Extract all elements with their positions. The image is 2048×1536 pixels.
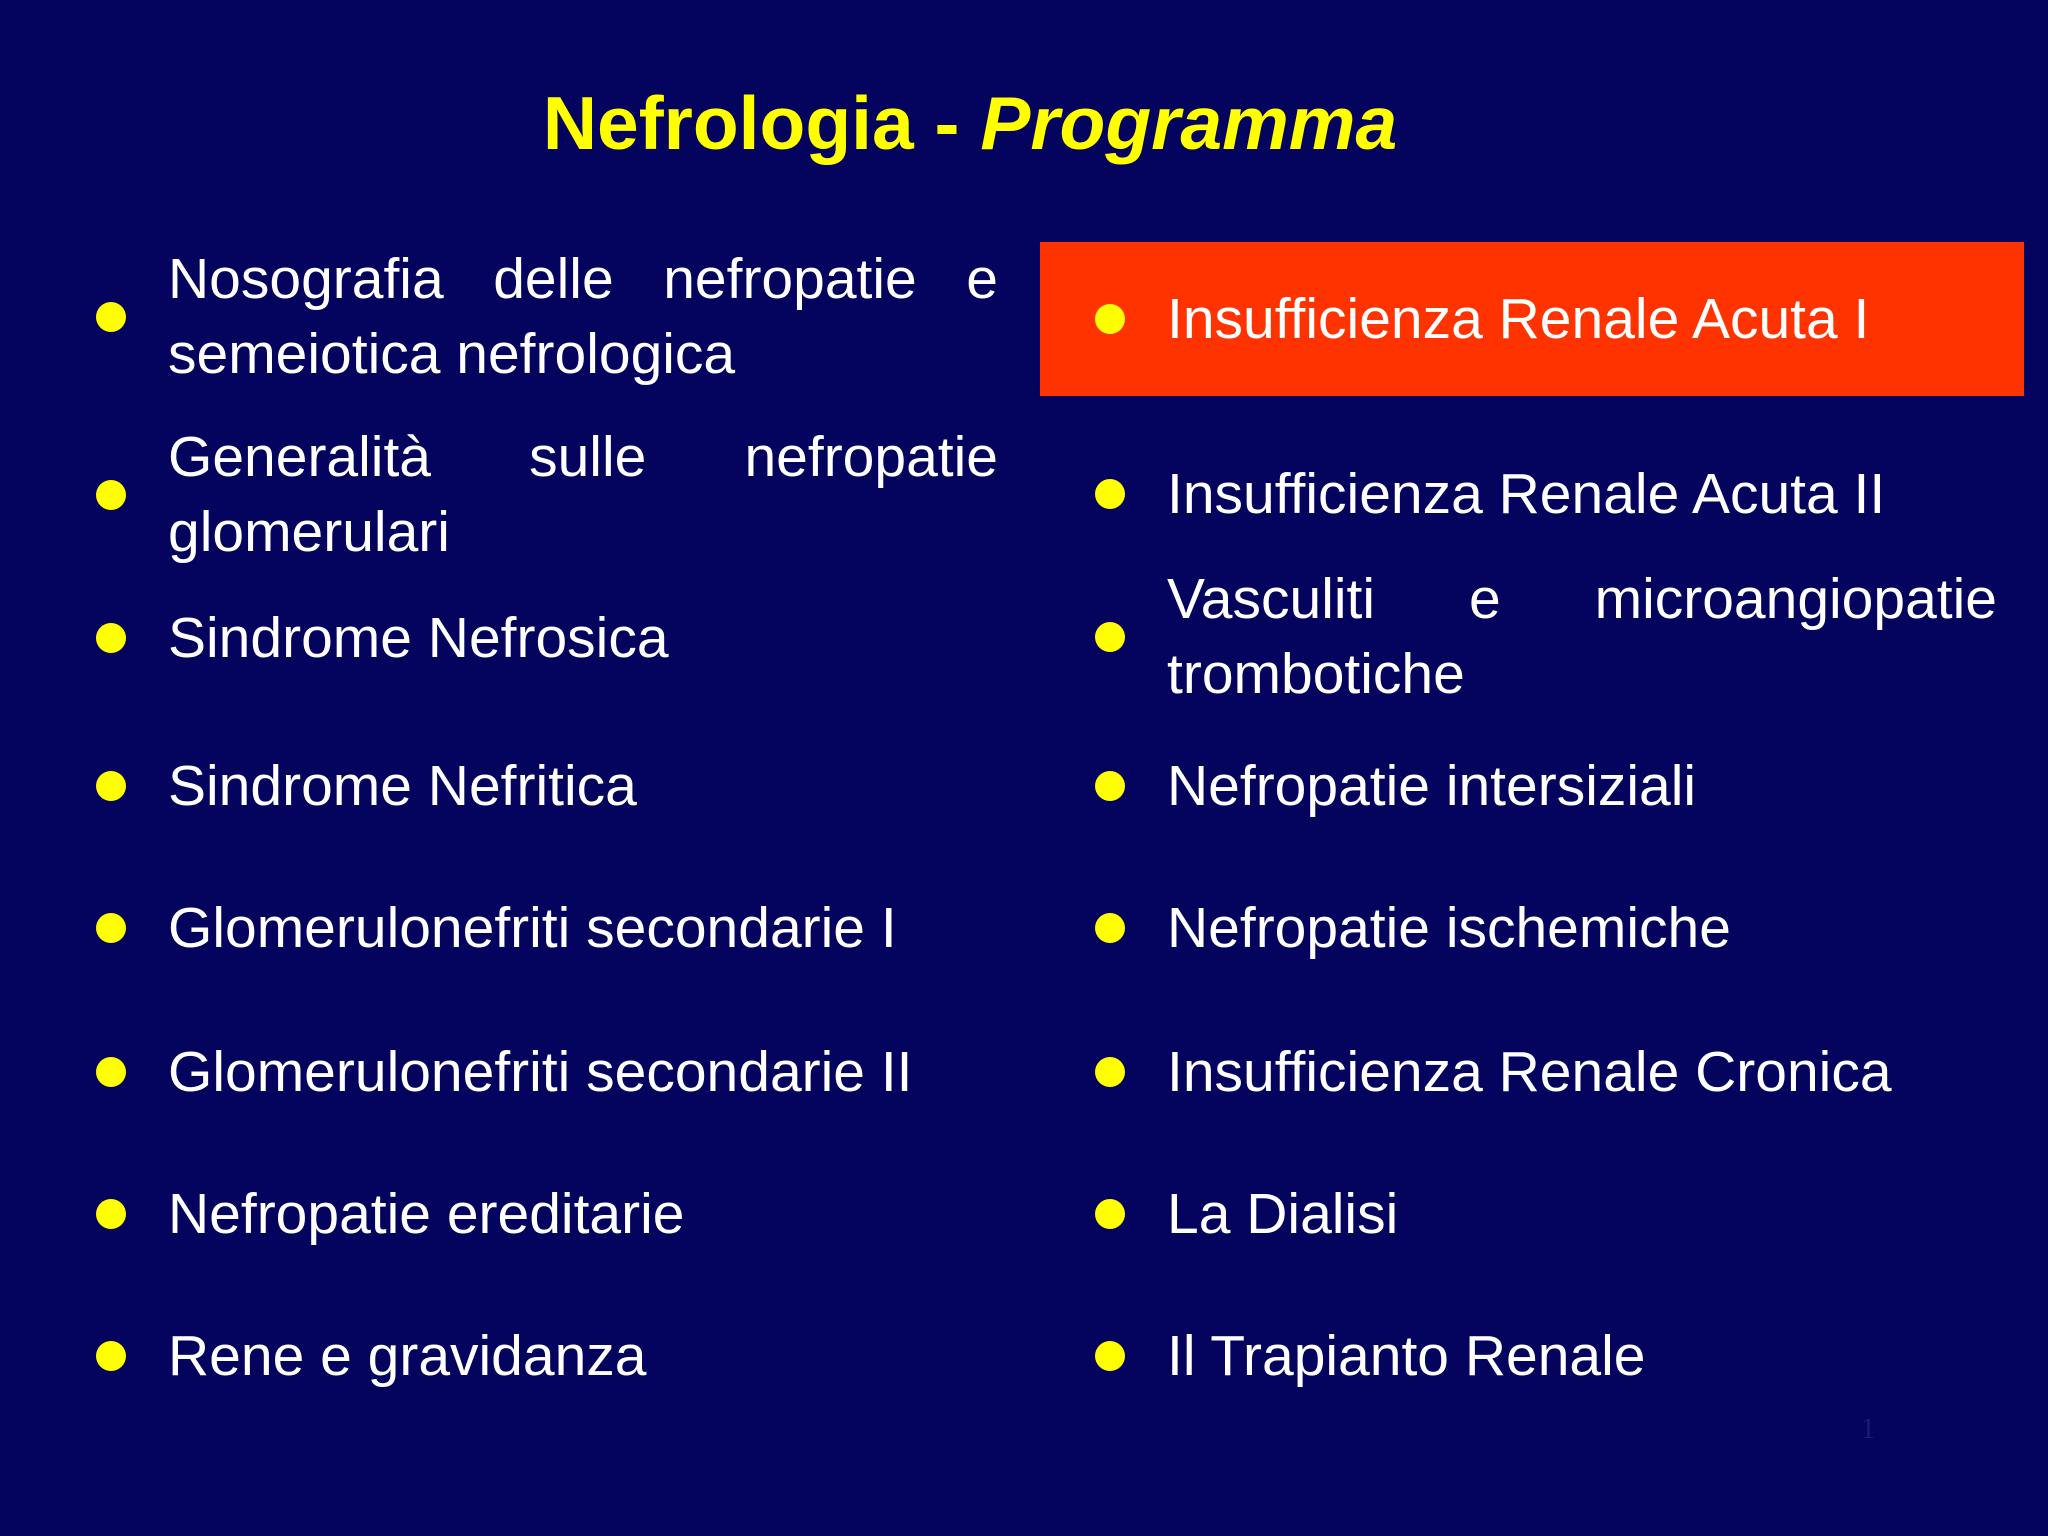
list-item <box>1040 1174 2048 1254</box>
list-item <box>96 598 1008 678</box>
list-item-label: Sindrome Nefrosica <box>168 605 669 670</box>
bullet-icon <box>1095 622 1125 652</box>
bullet-icon <box>1095 1341 1125 1371</box>
bullet-icon <box>96 913 126 943</box>
bullet-icon <box>1095 479 1125 509</box>
list-item <box>96 1174 1008 1254</box>
list-item-label: Sindrome Nefritica <box>168 753 637 818</box>
title-main: Nefrologia - <box>542 81 981 165</box>
list-item-label: Nefropatie ischemiche <box>1167 895 1731 960</box>
bullet-icon <box>96 480 126 510</box>
list-item <box>1040 888 2048 968</box>
bullet-icon <box>96 1057 126 1087</box>
list-item-label: Rene e gravidanza <box>168 1323 647 1388</box>
list-item-label: Nefropatie ereditarie <box>168 1181 685 1246</box>
list-item <box>1040 562 2048 712</box>
list-item-label: Glomerulonefriti secondarie II <box>168 1039 913 1104</box>
list-item <box>96 888 1008 968</box>
title-italic: Programma <box>980 81 1398 165</box>
list-item <box>96 1032 1008 1112</box>
list-item <box>96 1316 1008 1396</box>
list-item-highlighted <box>1040 242 2024 396</box>
list-item <box>1040 746 2048 826</box>
list-item-label: Glomerulonefriti secondarie I <box>168 895 897 960</box>
list-item-label: Nosografia delle nefropatie e semeiotica nefrologica <box>168 247 998 386</box>
list-item-label: Insufficienza Renale Acuta I <box>1167 286 1870 351</box>
slide-number: 1 <box>1860 1412 1876 1445</box>
bullet-icon <box>1095 1057 1125 1087</box>
list-item <box>96 746 1008 826</box>
list-item-label: Il Trapianto Renale <box>1167 1323 1646 1388</box>
bullet-icon <box>96 1199 126 1229</box>
bullet-icon <box>1095 913 1125 943</box>
bullet-icon <box>96 1341 126 1371</box>
bullet-icon <box>96 302 126 332</box>
list-item-label: Generalità sulle nefropatie glomerulari <box>168 425 998 564</box>
bullet-icon <box>96 771 126 801</box>
bullet-icon <box>96 623 126 653</box>
bullet-icon <box>1095 771 1125 801</box>
list-item-label: Vasculiti e microangiopatie trombotiche <box>1167 567 1997 706</box>
bullet-icon <box>1095 1199 1125 1229</box>
list-item-label: Nefropatie intersiziali <box>1167 753 1697 818</box>
list-item-label: La Dialisi <box>1167 1181 1399 1246</box>
list-item <box>1040 1316 2048 1396</box>
list-item-label: Insufficienza Renale Acuta II <box>1167 461 1886 526</box>
list-item <box>1040 1032 2048 1112</box>
list-item <box>96 246 1008 388</box>
list-item <box>1040 454 2048 534</box>
list-item-label: Insufficienza Renale Cronica <box>1167 1039 1892 1104</box>
slide-title <box>0 78 1940 168</box>
bullet-icon <box>1095 304 1125 334</box>
list-item <box>96 420 1008 570</box>
